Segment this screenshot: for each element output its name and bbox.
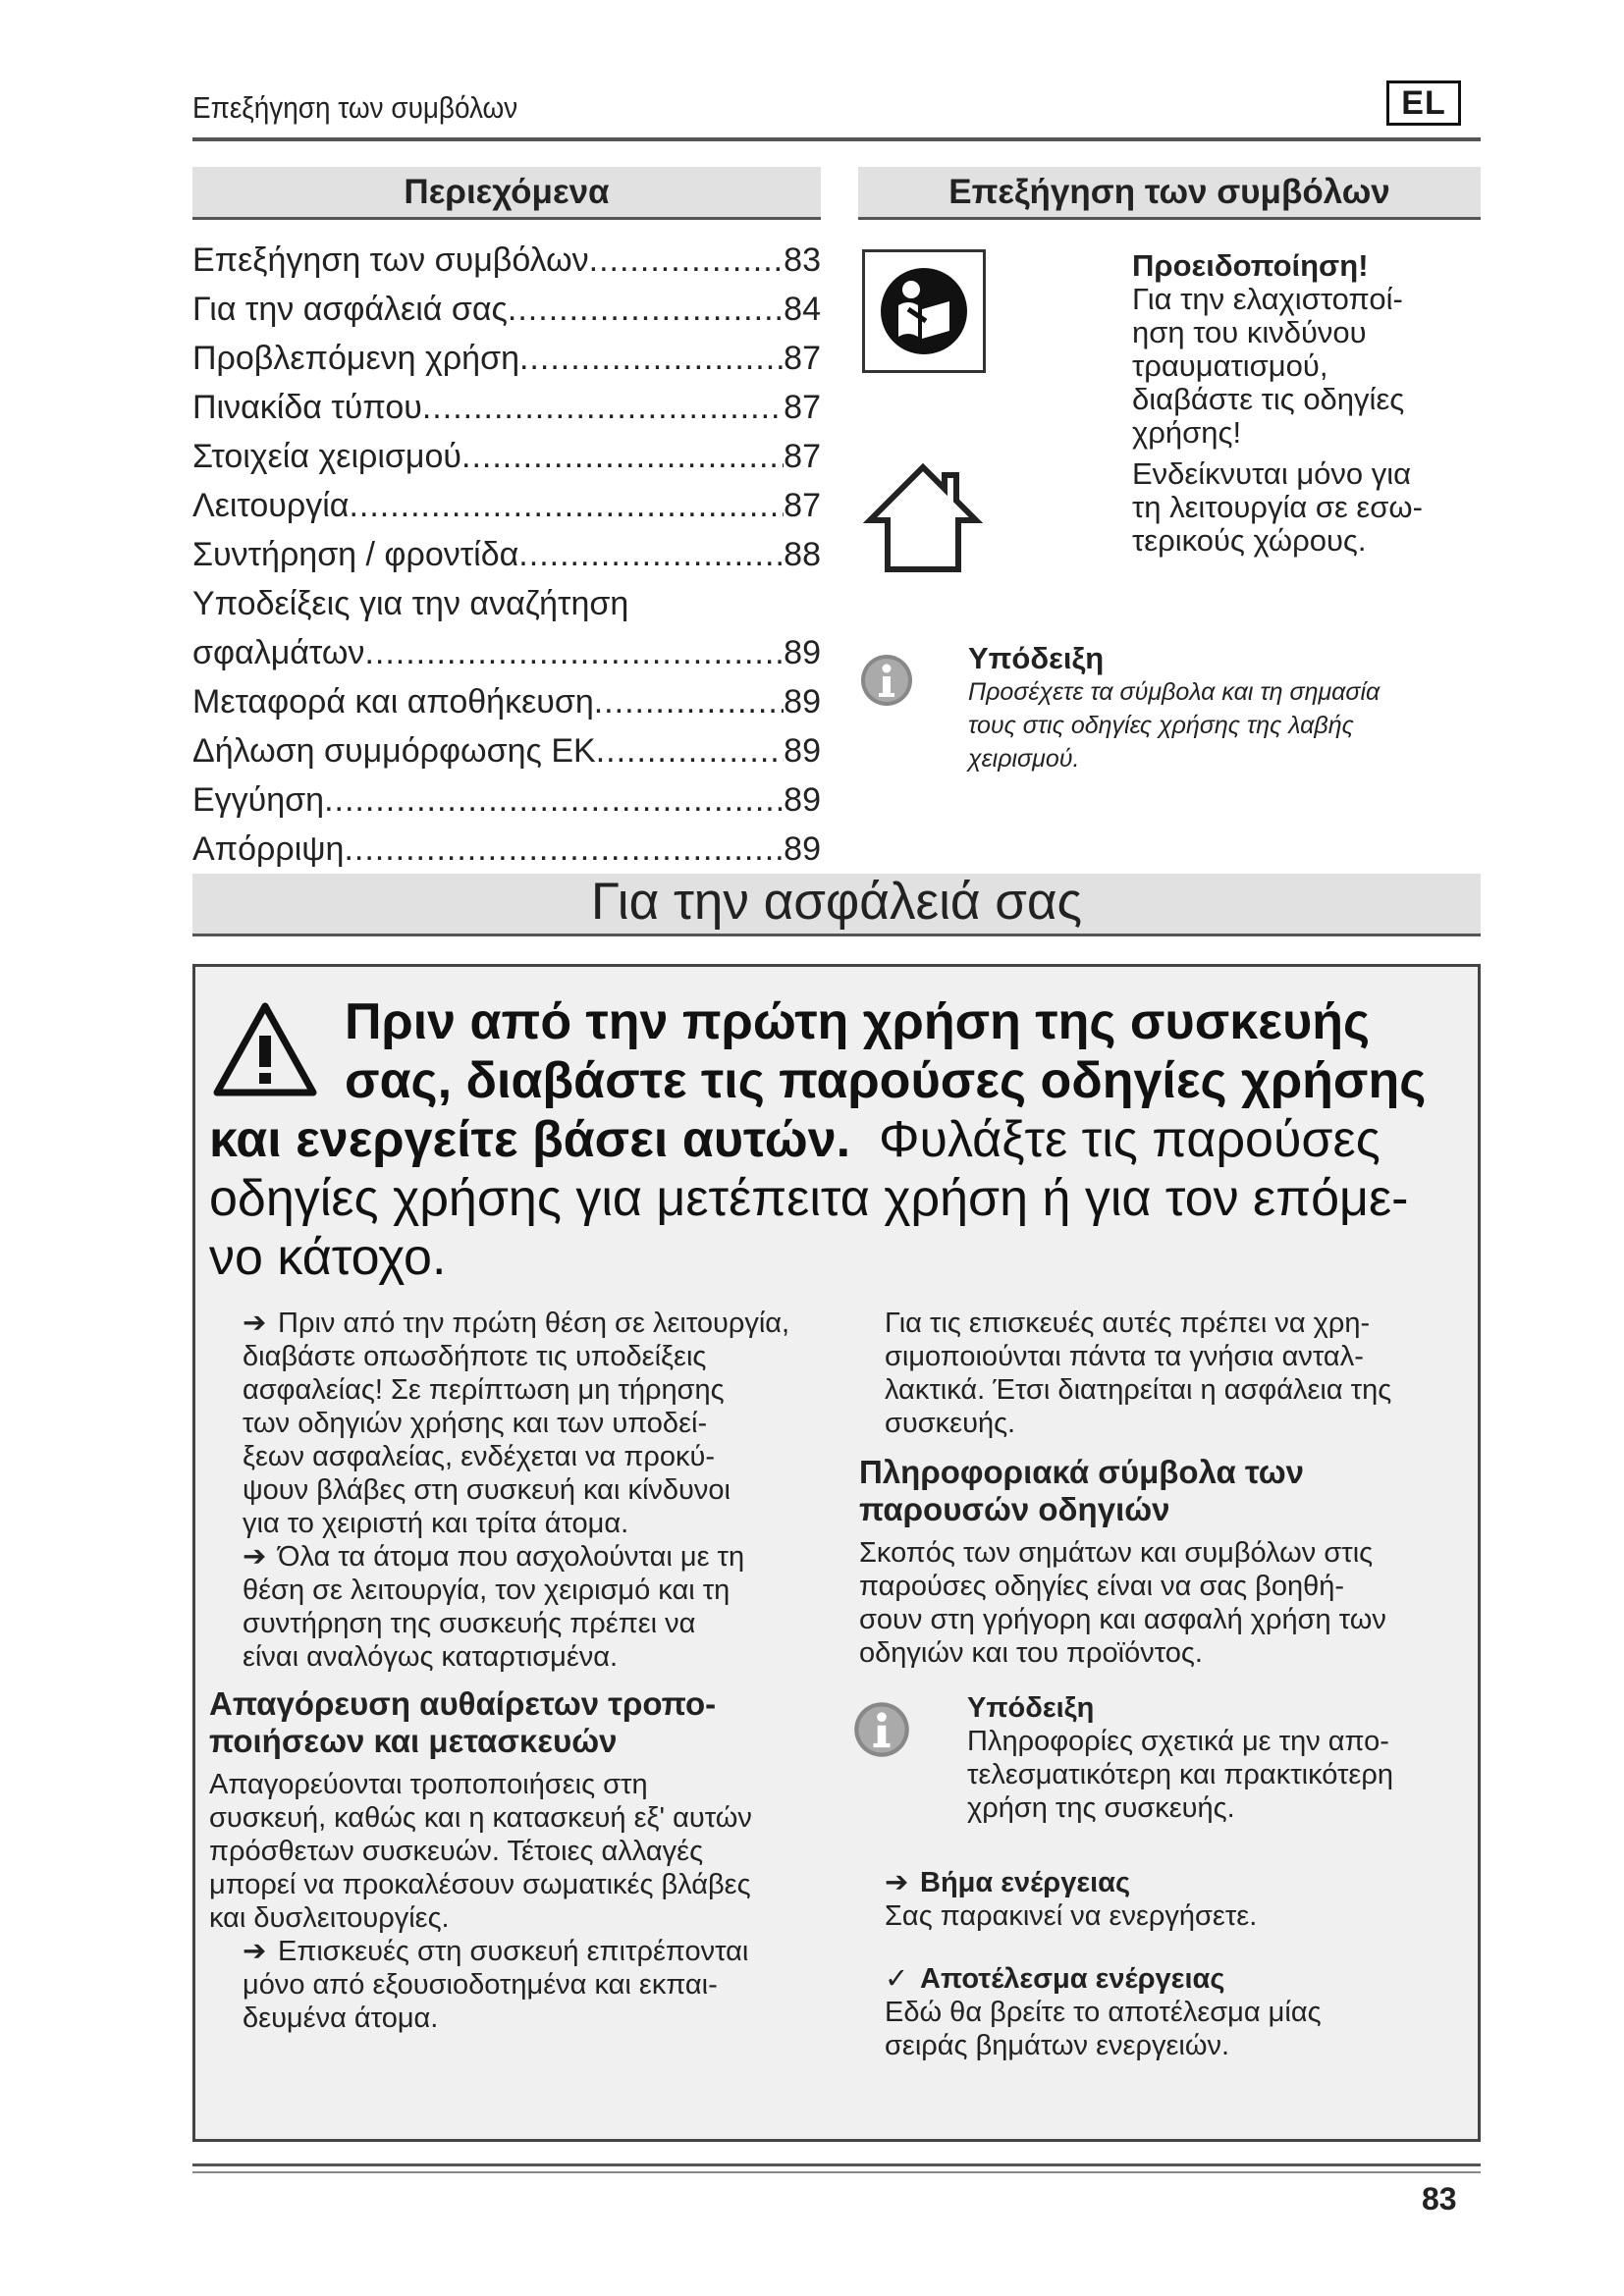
bullet-text-line: των οδηγιών χρήσης και των υποδεί- (243, 1408, 708, 1439)
bullet-text: Επισκευές στη συσκευή επιτρέπονται (278, 1936, 749, 1967)
toc-label: σφαλμάτων (192, 634, 365, 671)
paragraph-line: συσκευής. (885, 1408, 1016, 1439)
toc-page: 88 (784, 536, 821, 573)
toc-entry[interactable] (192, 732, 821, 771)
action-step-title-row (885, 1866, 1474, 1899)
toc-page: 89 (784, 830, 821, 868)
toc-label: Επεξήγηση των συμβόλων (192, 241, 589, 279)
action-result-title-row (885, 1962, 1474, 1996)
toc-label: Απόρριψη (192, 830, 345, 868)
action-step-text: Σας παρακινεί να ενεργήσετε. (885, 1900, 1258, 1932)
lead-bold-line: σας, διαβάστε τις παρούσες οδηγίες χρήσης (345, 1052, 1427, 1109)
arrow-right-icon: ➔ (243, 1541, 267, 1573)
contents-heading: Περιεχόμενα (192, 167, 821, 220)
toc-entry[interactable] (192, 241, 821, 280)
toc-label: Λειτουργία (192, 487, 350, 524)
paragraph-line: λακτικά. Έτσι διατηρείται η ασφάλεια της (885, 1374, 1392, 1406)
hint-line: χρήση της συσκευής. (967, 1792, 1235, 1824)
bullet-text: Όλα τα άτομα που ασχολούνται με τη (278, 1541, 745, 1573)
section-heading: Απαγόρευση αυθαίρετων τροπο- (209, 1685, 717, 1722)
paragraph-line: σουν στη γρήγορη και ασφαλή χρήση των (859, 1604, 1386, 1635)
warning-line: τραυματισμού, (1132, 348, 1328, 383)
toc-page: 87 (784, 340, 821, 377)
action-step-block (885, 1866, 1474, 1933)
section-heading: παρουσών οδηγιών (859, 1491, 1170, 1527)
toc-page: 89 (784, 683, 821, 721)
toc-label: Προβλεπόμενη χρήση (192, 340, 519, 377)
hint-block (967, 1691, 1478, 1825)
action-step-title: Βήμα ενέργειας (920, 1867, 1131, 1898)
lead-bold-line: Πριν από την πρώτη χρήση της συσκευής (345, 993, 1371, 1050)
paragraph-line: συσκευή, καθώς και η κατασκευή εξ' αυτών (209, 1802, 752, 1834)
toc-entry[interactable] (192, 438, 821, 476)
section-heading: ποιήσεων και μετασκευών (209, 1723, 618, 1759)
toc-entry[interactable] (192, 634, 821, 672)
bullet-text-line: θέση σε λειτουργία, τον χειρισμό και τη (243, 1575, 731, 1606)
bullet-text-line: δευμένα άτομα. (243, 2002, 439, 2034)
bullet-text-line: είναι αναλόγως καταρτισμένα. (243, 1641, 619, 1673)
paragraph-line: και δυσλειτουργίες. (209, 1902, 450, 1934)
hint-title: Υπόδειξη (967, 1692, 1095, 1724)
toc-page: 87 (784, 487, 821, 524)
note-line: τους στις οδηγίες χρήσης της λαβής (968, 712, 1354, 739)
hint-line: τελεσματικότερη και πρακτικότερη (967, 1759, 1393, 1790)
section-heading: Πληροφοριακά σύμβολα των (859, 1454, 1305, 1490)
lead-mixed-line (209, 1110, 1380, 1169)
toc-page: 83 (784, 241, 821, 279)
safety-heading: Για την ασφάλειά σας (192, 874, 1481, 936)
paragraph-line: παρούσες οδηγίες είναι να σας βοηθή- (859, 1571, 1345, 1602)
warning-line: διαβάστε τις οδηγίες (1132, 382, 1405, 416)
paragraph-line: μπορεί να προκαλέσουν σωματικές βλάβες (209, 1869, 751, 1900)
toc-label: Για την ασφάλειά σας (192, 291, 508, 328)
safety-right-column (859, 1307, 1468, 1670)
symbols-heading: Επεξήγηση των συμβόλων (858, 167, 1481, 220)
indoor-house-icon (860, 455, 986, 584)
paragraph-line: Απαγορεύονται τροποποιήσεις στη (209, 1769, 648, 1800)
warning-triangle-icon (211, 1000, 319, 1103)
note-title: Υπόδειξη (968, 641, 1105, 675)
warning-line: χρήσης! (1132, 415, 1242, 450)
footer-rule (192, 2163, 1481, 2166)
warning-block (1132, 249, 1466, 558)
paragraph-line: σιμοποιούνται πάντα τα γνήσια ανταλ- (885, 1341, 1364, 1372)
header-rule (192, 137, 1481, 141)
paragraph-line: Σκοπός των σημάτων και συμβόλων στις (859, 1537, 1374, 1569)
action-result-block (885, 1962, 1474, 2062)
toc-entry[interactable] (192, 585, 821, 623)
warning-line: ηση του κινδύνου (1132, 315, 1367, 349)
toc-entry[interactable] (192, 830, 821, 869)
toc-entry[interactable] (192, 487, 821, 525)
toc-label: Μεταφορά και αποθήκευση (192, 683, 594, 721)
paragraph-line: οδηγιών και του προϊόντος. (859, 1637, 1203, 1669)
toc-label: Πινακίδα τύπου (192, 389, 422, 426)
toc-entry[interactable] (192, 536, 821, 574)
action-result-line: σειράς βημάτων ενεργειών. (885, 2030, 1230, 2061)
bullet-item (209, 1935, 857, 1968)
toc-entry[interactable] (192, 683, 821, 721)
bullet-item (209, 1307, 857, 1340)
toc-entry[interactable] (192, 389, 821, 427)
bullet-text-line: ψουν βλάβες στη συσκευή και κίνδυνοι (243, 1474, 731, 1506)
toc-page: 89 (784, 732, 821, 770)
safety-box (192, 964, 1481, 2142)
info-icon (851, 1699, 912, 1765)
toc-page: 87 (784, 438, 821, 475)
toc-label: Δήλωση συμμόρφωσης ΕΚ (192, 732, 596, 770)
toc-page: 87 (784, 389, 821, 426)
bullet-item (209, 1540, 857, 1574)
paragraph-line: πρόσθετων συσκευών. Τέτοιες αλλαγές (209, 1836, 704, 1867)
bullet-text-line: μόνο από εξουσιοδοτημένα και εκπαι- (243, 1969, 718, 2001)
indoor-line: Ενδείκνυται μόνο για (1132, 456, 1412, 491)
note-line: χειρισμού. (968, 745, 1080, 773)
bullet-text-line: ξεων ασφαλείας, ενδέχεται να προκύ- (243, 1441, 716, 1472)
arrow-right-icon: ➔ (243, 1936, 267, 1967)
lead-normal-line: Φυλάξτε τις παρούσες (879, 1111, 1380, 1168)
bullet-text: Πριν από την πρώτη θέση σε λειτουργία, (278, 1308, 790, 1339)
warning-line: Για την ελαχιστοποί- (1132, 282, 1403, 316)
bullet-text-line: διαβάστε οπωσδήποτε τις υποδείξεις (243, 1341, 707, 1372)
note-line: Προσέχετε τα σύμβολα και τη σημασία (968, 678, 1380, 706)
header-title: Επεξήγηση των συμβόλων (192, 90, 518, 125)
language-tab: EL (1386, 80, 1461, 126)
toc-label: Εγγύηση (192, 781, 325, 819)
toc-entry[interactable] (192, 781, 821, 820)
read-manual-icon (862, 249, 986, 373)
indoor-line: τερικούς χώρους. (1132, 523, 1367, 558)
symbol-note-block (968, 642, 1479, 775)
toc-entry[interactable] (192, 340, 821, 378)
action-result-line: Εδώ θα βρείτε το αποτέλεσμα μίας (885, 1997, 1322, 2028)
bullet-text-line: ασφαλείας! Σε περίπτωση μη τήρησης (243, 1374, 725, 1406)
toc-label: Υποδείξεις για την αναζήτηση (192, 585, 629, 622)
arrow-right-icon: ➔ (243, 1308, 267, 1339)
info-icon (858, 652, 915, 714)
lead-bold-line: και ενεργείτε βάσει αυτών. (209, 1111, 851, 1168)
lead-normal-line: οδηγίες χρήσης για μετέπειτα χρήση ή για τον επόμε- (209, 1170, 1409, 1227)
page-number: 83 (1422, 2181, 1457, 2216)
lead-normal-line: νο κάτοχο. (209, 1229, 447, 1286)
toc-entry[interactable] (192, 291, 821, 329)
paragraph-line: Για τις επισκευές αυτές πρέπει να χρη- (885, 1308, 1371, 1339)
safety-left-column (209, 1307, 857, 2035)
toc-page: 84 (784, 291, 821, 328)
warning-title: Προειδοποίηση! (1132, 248, 1369, 283)
toc-label: Στοιχεία χειρισμού (192, 438, 461, 475)
action-result-title: Αποτέλεσμα ενέργειας (920, 1963, 1225, 1995)
arrow-right-icon: ➔ (885, 1867, 909, 1898)
toc-page: 89 (784, 781, 821, 819)
bullet-text-line: για το χειριστή και τρίτα άτομα. (243, 1508, 629, 1539)
hint-line: Πληροφορίες σχετικά με την απο- (967, 1726, 1389, 1757)
footer-rule-thin (192, 2171, 1481, 2173)
bullet-text-line: συντήρηση της συσκευής πρέπει να (243, 1608, 696, 1639)
toc-page: 89 (784, 634, 821, 671)
toc-label: Συντήρηση / φροντίδα (192, 536, 519, 573)
checkmark-icon: ✓ (885, 1963, 909, 1995)
indoor-line: τη λειτουργία σε εσω- (1132, 490, 1423, 524)
